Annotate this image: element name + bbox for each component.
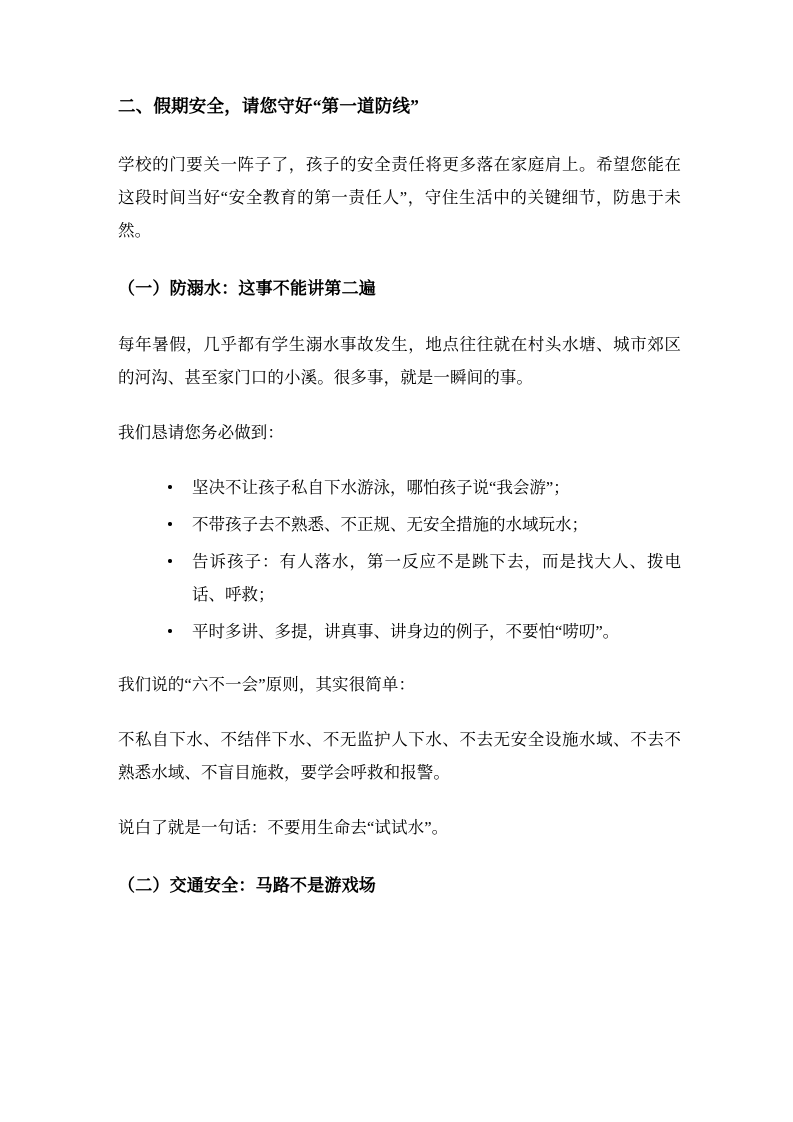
section-heading: 二、假期安全，请您守好“第一道防线” (118, 96, 420, 116)
subsection-1-paragraph-3: 我们说的“六不一会”原则，其实很简单： (118, 674, 416, 694)
subsection-1-paragraph-4: 不私自下水、不结伴下水、不无监护人下水、不去无安全设施水域、不去不熟悉水域、不盲目施救，要学会呼救和报警。 (118, 729, 681, 782)
subsection-1-paragraph-2: 我们恳请您务必做到： (118, 422, 284, 442)
list-item: 不带孩子去不熟悉、不正规、无安全措施的水域玩水； (162, 508, 681, 541)
subsection-1-paragraph-1: 每年暑假，几乎都有学生溺水事故发生，地点往往就在村头水塘、城市郊区的河沟、甚至家门口的小溪。很多事，就是一瞬间的事。 (118, 334, 681, 387)
list-item: 平时多讲、多提，讲真事、讲身边的例子，不要怕“唠叨”。 (162, 615, 681, 648)
subsection-1-paragraph-5: 说白了就是一句话：不要用生命去“试试水”。 (118, 817, 449, 837)
drowning-prevention-list (118, 471, 681, 648)
subsection-1-heading: （一）防溺水：这事不能讲第二遍 (118, 278, 376, 298)
list-item: 告诉孩子：有人落水，第一反应不是跳下去，而是找大人、拨电话、呼救； (162, 545, 681, 611)
document-body (118, 92, 681, 901)
subsection-2-heading: （二）交通安全：马路不是游戏场 (118, 875, 376, 895)
intro-paragraph: 学校的门要关一阵子了，孩子的安全责任将更多落在家庭肩上。希望您能在这段时间当好“安全教育的第一责任人”，守住生活中的关键细节，防患于未然。 (118, 154, 681, 240)
list-item: 坚决不让孩子私自下水游泳，哪怕孩子说“我会游”； (162, 471, 681, 504)
